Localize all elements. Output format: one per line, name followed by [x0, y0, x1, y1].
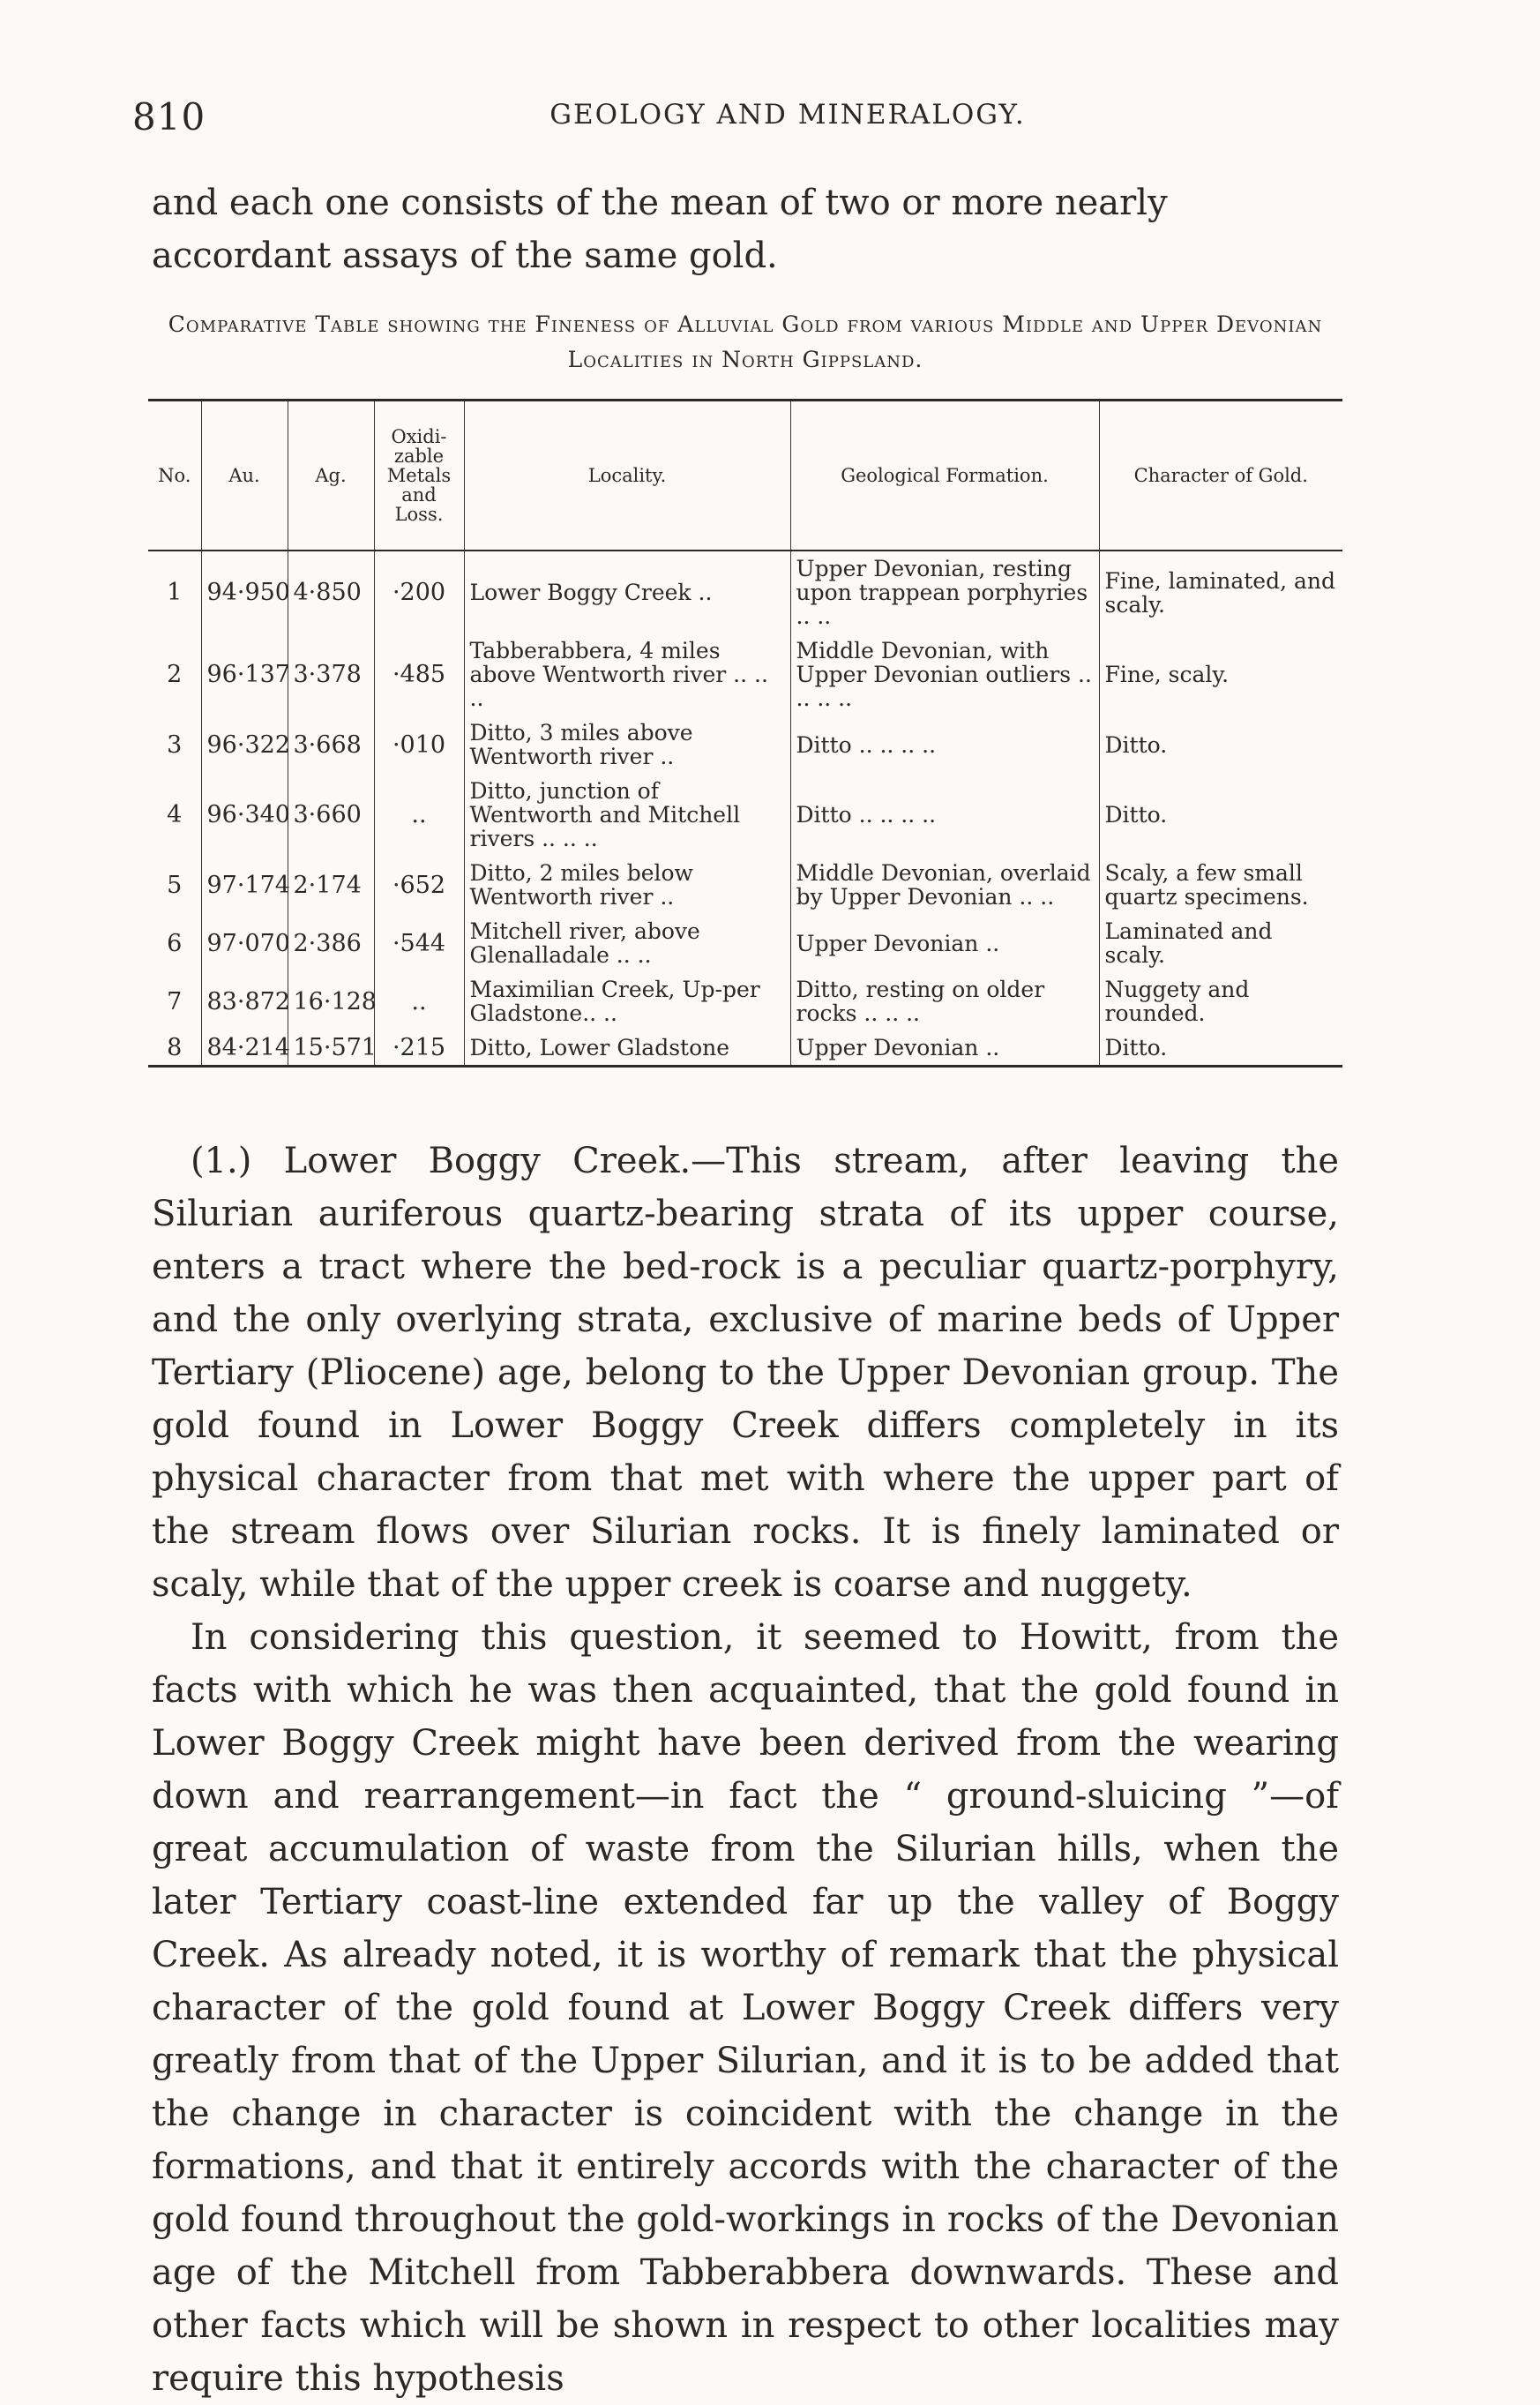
- cell-locality: Maximilian Creek, Up-per Gladstone.. ..: [464, 972, 790, 1030]
- cell-ag: 3·660: [288, 774, 374, 856]
- intro-paragraph: and each one consists of the mean of two or more nearly accordant assays of the same gold.: [152, 183, 1168, 276]
- cell-no: 2: [167, 661, 183, 688]
- header-oxidizable: Oxidi-zable Metals and Loss.: [374, 401, 464, 551]
- cell-character: Nuggety and rounded.: [1099, 972, 1342, 1030]
- cell-character: Laminated and scaly.: [1099, 914, 1342, 972]
- cell-au: 96·137: [201, 633, 288, 716]
- cell-no: 5: [167, 871, 183, 899]
- running-title: GEOLOGY AND MINERALOGY.: [549, 99, 1026, 131]
- cell-ag: 16·128: [288, 972, 374, 1030]
- cell-ag: 15·571: [288, 1030, 374, 1067]
- cell-formation: Ditto, resting on older rocks .. .. ..: [790, 972, 1099, 1030]
- cell-locality: Mitchell river, above Glenalladale .. ..: [464, 914, 790, 972]
- cell-no: 7: [167, 987, 183, 1015]
- cell-au: 96·340: [201, 774, 288, 856]
- cell-formation: Ditto .. .. .. ..: [790, 716, 1099, 774]
- cell-ag: 3·668: [288, 716, 374, 774]
- table-row: [148, 914, 1342, 972]
- cell-locality: Ditto, 2 miles below Wentworth river ..: [464, 856, 790, 914]
- page-number: 810: [132, 95, 206, 139]
- cell-oxidizable: ..: [374, 972, 464, 1030]
- table-row: [148, 774, 1342, 856]
- cell-character: Fine, scaly.: [1099, 633, 1342, 716]
- cell-au: 97·070: [201, 914, 288, 972]
- header-no: No.: [148, 401, 201, 551]
- cell-formation: Middle Devonian, with Upper Devonian outliers .. .. .. ..: [790, 633, 1099, 716]
- table-row: [148, 633, 1342, 716]
- cell-locality: Ditto, Lower Gladstone: [464, 1030, 790, 1067]
- cell-formation: Middle Devonian, overlaid by Upper Devonian .. ..: [790, 856, 1099, 914]
- header-locality: Locality.: [464, 401, 790, 551]
- header-character: Character of Gold.: [1099, 401, 1342, 551]
- paragraph-lower-boggy-creek: (1.) Lower Boggy Creek.—This stream, after leaving the Silurian auriferous quartz-bearing strata of its upper course, enters a tract where the bed-rock is a peculiar quartz-porphyry, and the only overlying strata, exclusive of marine beds of Upper Tertiary (Pliocene) age, belong to the Upper Devonian group. The gold found in Lower Boggy Creek differs completely in its physical character from that met with where the upper part of the stream flows over Silurian rocks. It is finely laminated or scaly, while that of the upper creek is coarse and nuggety.: [152, 1141, 1339, 1605]
- cell-no: 8: [167, 1034, 183, 1061]
- table-caption: Comparative Table showing the Fineness of Alluvial Gold from various Middle and Upper Devonian Localities in North Gippsland.: [168, 311, 1323, 372]
- cell-no: 1: [167, 579, 183, 606]
- cell-oxidizable: ·200: [374, 551, 464, 633]
- cell-au: 94·950: [201, 551, 288, 633]
- cell-au: 97·174: [201, 856, 288, 914]
- table-row: [148, 856, 1342, 914]
- cell-locality: Ditto, 3 miles above Wentworth river ..: [464, 716, 790, 774]
- gold-fineness-table: [148, 399, 1342, 1068]
- cell-no: 3: [167, 730, 183, 759]
- cell-character: Ditto.: [1099, 1030, 1342, 1067]
- cell-character: Scaly, a few small quartz specimens.: [1099, 856, 1342, 914]
- cell-oxidizable: ..: [374, 774, 464, 856]
- table-header-row: [148, 401, 1342, 551]
- cell-ag: 4·850: [288, 551, 374, 633]
- cell-character: Fine, laminated, and scaly.: [1099, 551, 1342, 633]
- cell-oxidizable: ·544: [374, 914, 464, 972]
- cell-locality: Lower Boggy Creek ..: [464, 551, 790, 633]
- cell-ag: 3·378: [288, 633, 374, 716]
- header-formation: Geological Formation.: [790, 401, 1099, 551]
- cell-oxidizable: ·652: [374, 856, 464, 914]
- cell-no: 6: [167, 929, 183, 957]
- cell-formation: Upper Devonian ..: [790, 914, 1099, 972]
- cell-oxidizable: ·215: [374, 1030, 464, 1067]
- cell-formation: Upper Devonian, resting upon trappean porphyries .. ..: [790, 551, 1099, 633]
- cell-character: Ditto.: [1099, 774, 1342, 856]
- cell-ag: 2·174: [288, 856, 374, 914]
- header-ag: Ag.: [288, 401, 374, 551]
- cell-au: 96·322: [201, 716, 288, 774]
- page-header: [132, 95, 1408, 139]
- cell-no: 4: [167, 801, 183, 828]
- table-row: [148, 972, 1342, 1030]
- cell-character: Ditto.: [1099, 716, 1342, 774]
- paragraph-howitt-hypothesis: In considering this question, it seemed to Howitt, from the facts with which he was then acquainted, that the gold found in Lower Boggy Creek might have been derived from the wearing down and rearrangement—in fact the “ ground-sluicing ”—of great accumulation of waste from the Silurian hills, when the later Tertiary coast-line extended far up the valley of Boggy Creek. As already noted, it is worthy of remark that the physical character of the gold found at Lower Boggy Creek differs very greatly from that of the Upper Silurian, and it is to be added that the change in character is coincident with the change in the formations, and that it entirely accords with the character of the gold found throughout the gold-workings in rocks of the Devonian age of the Mitchell from Tabberabbera downwards. These and other facts which will be shown in respect to other localities may require this hypothesis: [152, 1617, 1339, 2399]
- cell-formation: Ditto .. .. .. ..: [790, 774, 1099, 856]
- cell-ag: 2·386: [288, 914, 374, 972]
- body-text: [152, 1135, 1339, 2405]
- cell-locality: Tabberabbera, 4 miles above Wentworth river .. .. ..: [464, 633, 790, 716]
- cell-au: 84·214: [201, 1030, 288, 1067]
- cell-locality: Ditto, junction of Wentworth and Mitchell rivers .. .. ..: [464, 774, 790, 856]
- cell-oxidizable: ·010: [374, 716, 464, 774]
- cell-formation: Upper Devonian ..: [790, 1030, 1099, 1067]
- table-row: [148, 1030, 1342, 1067]
- cell-oxidizable: ·485: [374, 633, 464, 716]
- table-row: [148, 716, 1342, 774]
- cell-au: 83·872: [201, 972, 288, 1030]
- table-row: [148, 551, 1342, 633]
- header-au: Au.: [201, 401, 288, 551]
